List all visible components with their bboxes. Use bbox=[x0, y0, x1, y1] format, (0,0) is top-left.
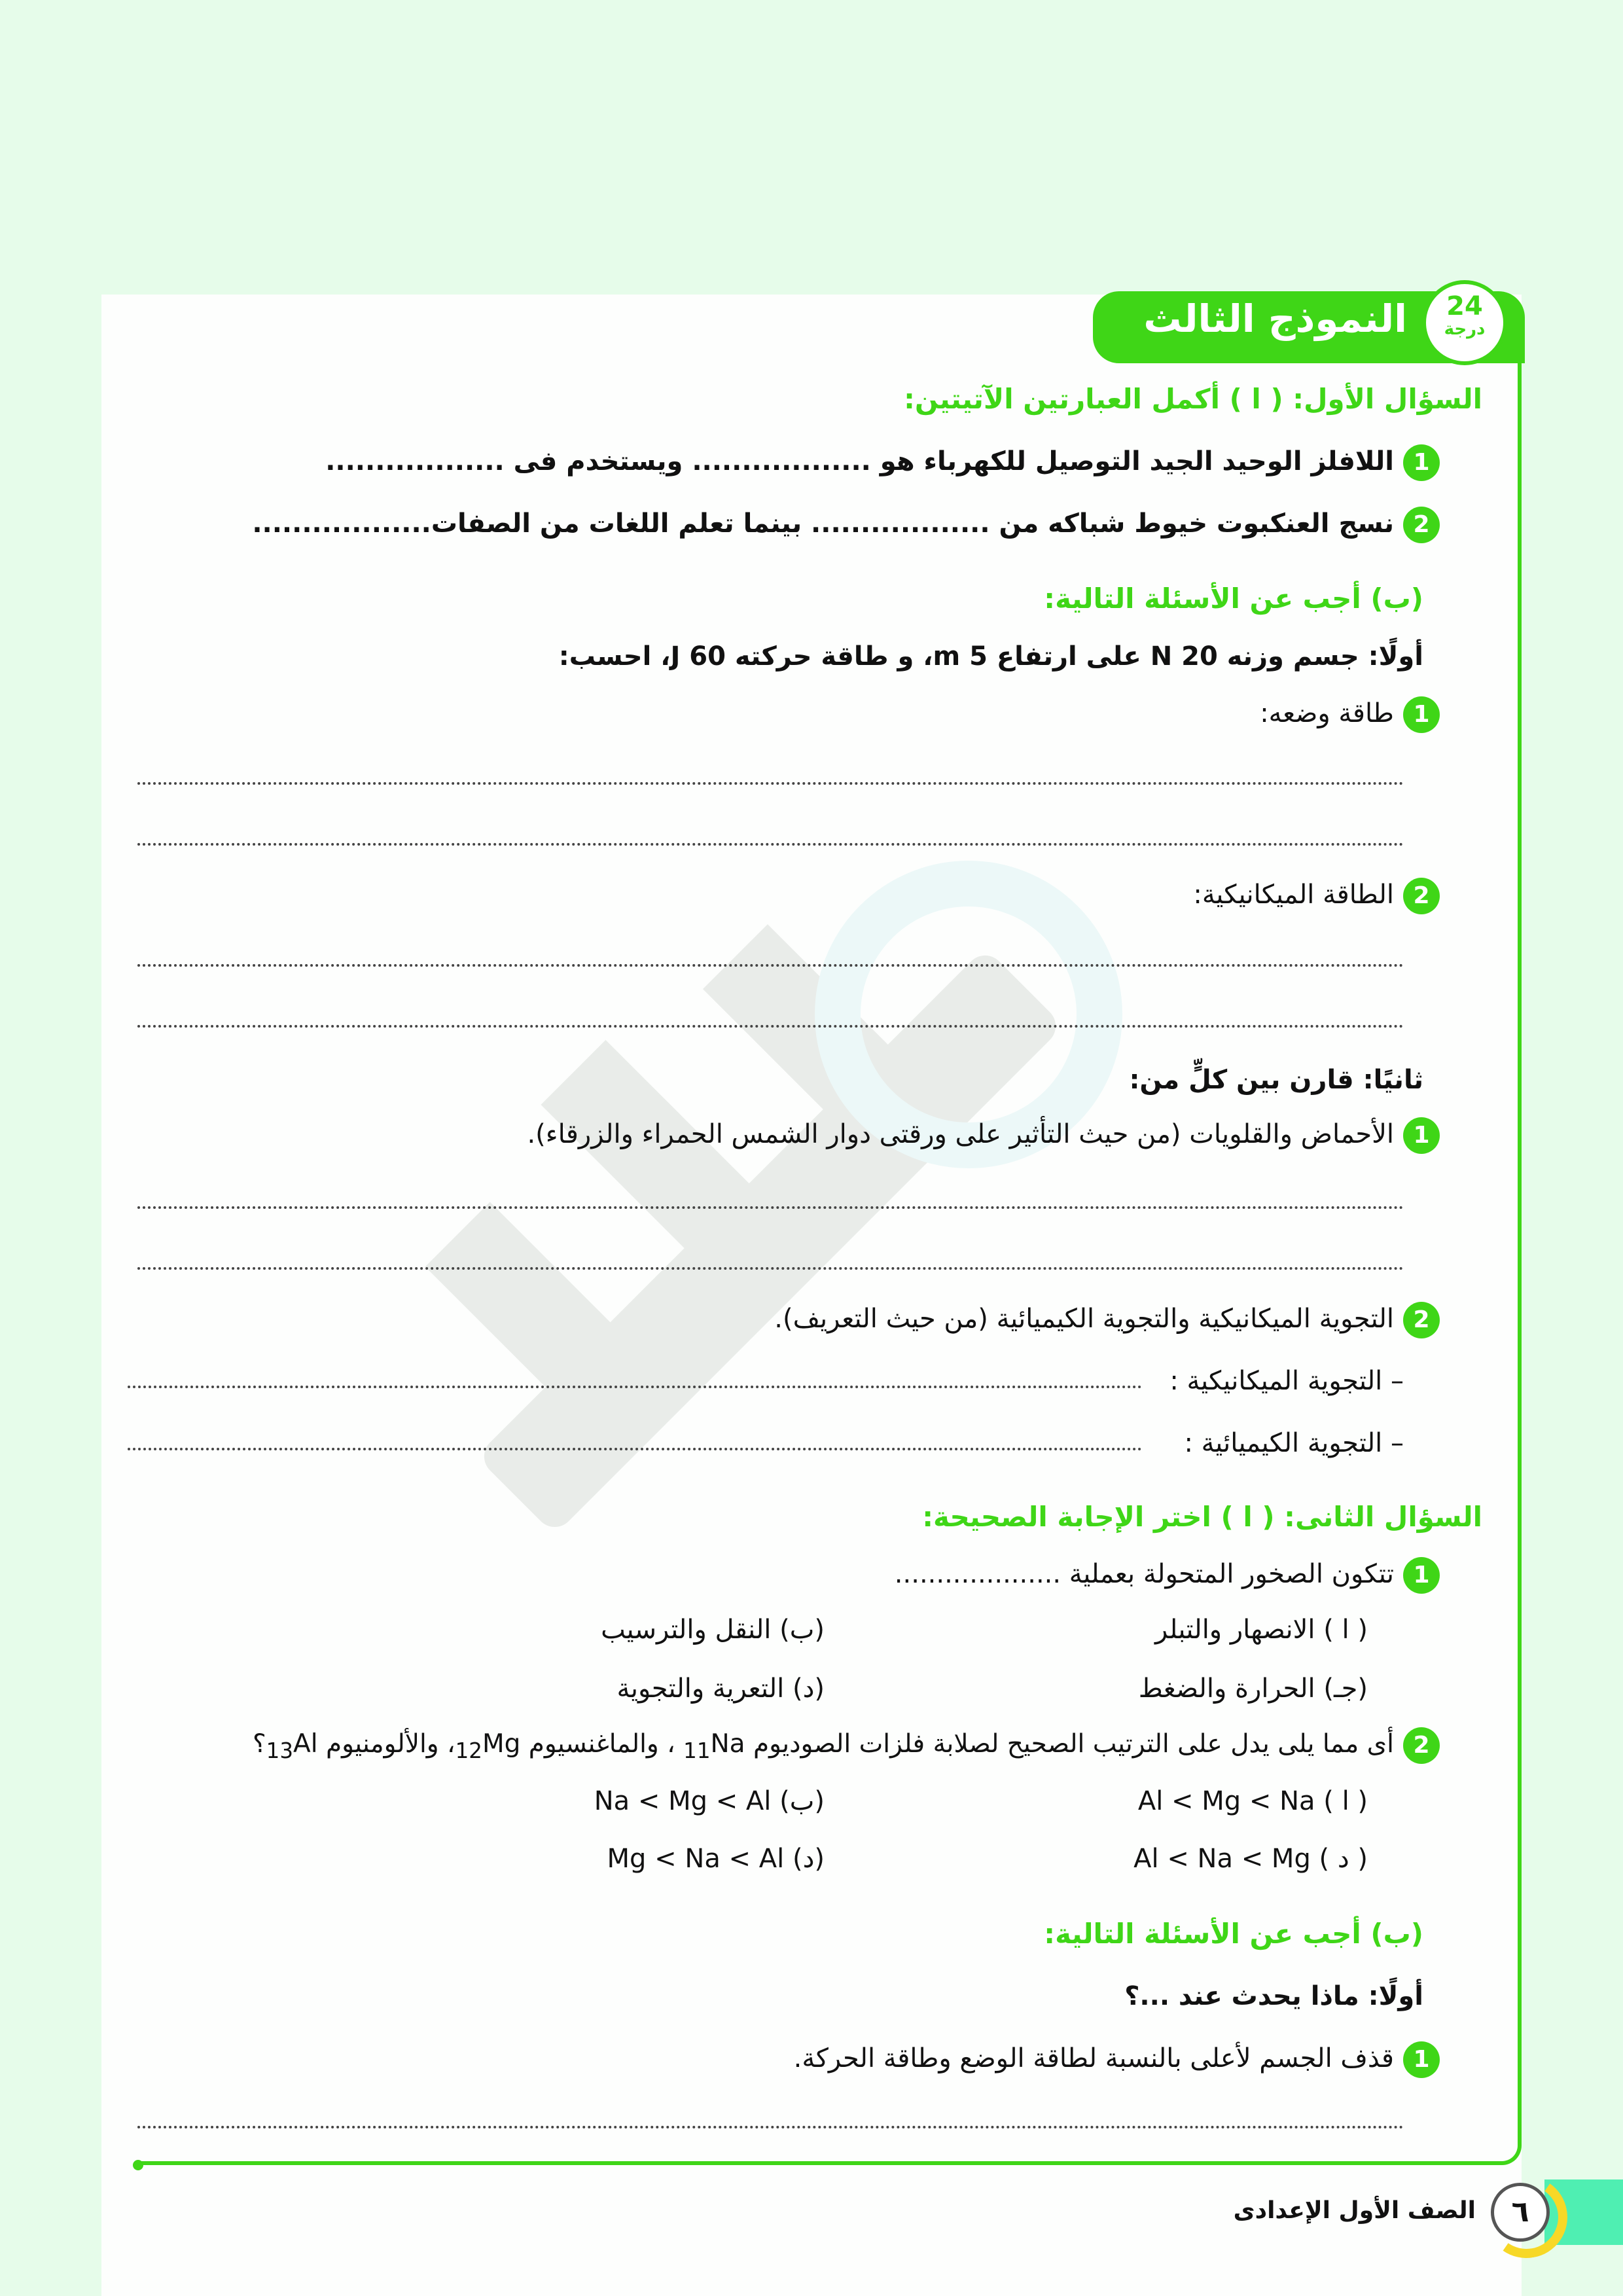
item-text: أى مما يلى يدل على الترتيب الصحيح لصلابة فلزات الصوديوم bbox=[745, 1729, 1394, 1759]
sodium-symbol bbox=[683, 1729, 745, 1763]
number-badge: 1 bbox=[1403, 1557, 1440, 1594]
q1-second-item-2 bbox=[774, 1299, 1440, 1338]
aluminium-symbol bbox=[266, 1729, 318, 1763]
number-badge: 1 bbox=[1403, 1117, 1440, 1154]
option-a[interactable]: ( ا ) الانصهار والتبلر bbox=[1155, 1615, 1368, 1645]
answer-line[interactable] bbox=[137, 1267, 1404, 1270]
option-d[interactable]: (د) التعرية والتجوية bbox=[616, 1674, 825, 1704]
answer-line[interactable] bbox=[137, 1206, 1404, 1209]
q2-item-2 bbox=[253, 1725, 1440, 1770]
q2-item-1 bbox=[895, 1554, 1440, 1594]
answer-line[interactable] bbox=[137, 843, 1404, 846]
element: Mg bbox=[482, 1729, 521, 1759]
number-badge: 2 bbox=[1403, 1302, 1440, 1338]
atomic-number: 13 bbox=[266, 1738, 294, 1763]
number-badge: 2 bbox=[1403, 1727, 1440, 1764]
answer-line[interactable] bbox=[137, 2126, 1404, 2128]
q1-heading: السؤال الأول: ( ا ) أكمل العبارتين الآتيتين: bbox=[904, 383, 1482, 415]
q1-item-2 bbox=[252, 504, 1440, 543]
atomic-number: 12 bbox=[455, 1738, 482, 1763]
option-c[interactable]: ( د ) Al < Na < Mg bbox=[1133, 1844, 1368, 1874]
item-text: الأحماض والقلويات (من حيث التأثير على ورقتى دوار الشمس الحمراء والزرقاء). bbox=[527, 1119, 1394, 1149]
frame-dot bbox=[133, 2160, 143, 2170]
number-badge: 1 bbox=[1403, 2041, 1440, 2078]
score-value: 24 bbox=[1446, 291, 1483, 321]
option-b[interactable]: (ب) Na < Mg < Al bbox=[594, 1786, 825, 1816]
q1-second-prompt: ثانيًا: قارن بين كلٍّ من: bbox=[1129, 1065, 1423, 1095]
magnesium-symbol bbox=[455, 1729, 521, 1763]
item-text: التجوية الميكانيكية والتجوية الكيميائية (من حيث التعريف). bbox=[774, 1304, 1394, 1334]
option-b[interactable]: (ب) النقل والترسيب bbox=[601, 1615, 825, 1645]
q1-item-1 bbox=[325, 442, 1440, 481]
item-text: طاقة وضعه: bbox=[1260, 698, 1394, 728]
element: Al bbox=[293, 1729, 318, 1759]
answer-line[interactable] bbox=[128, 1386, 1142, 1388]
q1-second-item-1 bbox=[527, 1115, 1440, 1154]
number-badge: 2 bbox=[1403, 507, 1440, 543]
number-badge: 1 bbox=[1403, 696, 1440, 733]
answer-line[interactable] bbox=[137, 782, 1404, 785]
option-c[interactable]: (جـ) الحرارة والضغط bbox=[1138, 1674, 1368, 1704]
q1-b-heading: (ب) أجب عن الأسئلة التالية: bbox=[1044, 583, 1423, 615]
item-text: ، والماغنسيوم bbox=[520, 1729, 684, 1759]
exam-title: النموذج الثالث bbox=[1143, 296, 1407, 341]
number-badge: 2 bbox=[1403, 878, 1440, 914]
item-text: تتكون الصخور المتحولة بعملية .................... bbox=[894, 1559, 1394, 1589]
answer-line[interactable] bbox=[137, 1025, 1404, 1028]
item-text: اللافلز الوحيد الجيد التوصيل للكهرباء هو .................. ويستخدم فى .................. bbox=[325, 446, 1394, 476]
item-text: الطاقة الميكانيكية: bbox=[1193, 880, 1394, 910]
item-text: قذف الجسم لأعلى بالنسبة لطاقة الوضع وطاقة الحركة. bbox=[793, 2043, 1394, 2073]
atomic-number: 11 bbox=[683, 1738, 711, 1763]
item-text: ؟ bbox=[252, 1729, 266, 1759]
answer-line[interactable] bbox=[137, 964, 1404, 967]
q1-first-item-2 bbox=[1193, 875, 1440, 914]
option-a[interactable]: ( ا ) Al < Mg < Na bbox=[1137, 1786, 1368, 1816]
item-text: نسج العنكبوت خيوط شباكه من .................. بينما تعلم اللغات من الصفات.................. bbox=[252, 509, 1394, 539]
page-number: ٦ bbox=[1491, 2183, 1550, 2242]
q1-first-item-1 bbox=[1260, 694, 1440, 733]
number-badge: 1 bbox=[1403, 444, 1440, 481]
item-text: ، والألومنيوم bbox=[317, 1729, 455, 1759]
mechanical-weathering-label: – التجوية الميكانيكية : bbox=[1169, 1366, 1404, 1396]
q2-heading: السؤال الثانى: ( ا ) اختر الإجابة الصحيحة: bbox=[922, 1501, 1482, 1533]
q2-b-heading: (ب) أجب عن الأسئلة التالية: bbox=[1044, 1918, 1423, 1950]
score-badge bbox=[1422, 280, 1507, 365]
option-d[interactable]: (د) Mg < Na < Al bbox=[607, 1844, 825, 1874]
answer-line[interactable] bbox=[128, 1448, 1142, 1450]
q2-first-item-1 bbox=[794, 2039, 1440, 2078]
q2-first-prompt: أولًا: ماذا يحدث عند ...؟ bbox=[1124, 1981, 1423, 2011]
q1-first-prompt: أولًا: جسم وزنه 20 N على ارتفاع 5 m، و طاقة حركته 60 J، احسب: bbox=[558, 641, 1423, 672]
score-unit: درجة bbox=[1444, 319, 1486, 339]
grade-label: الصف الأول الإعدادى bbox=[1233, 2197, 1476, 2224]
chemical-weathering-label: – التجوية الكيميائية : bbox=[1184, 1428, 1404, 1458]
element: Na bbox=[710, 1729, 745, 1759]
